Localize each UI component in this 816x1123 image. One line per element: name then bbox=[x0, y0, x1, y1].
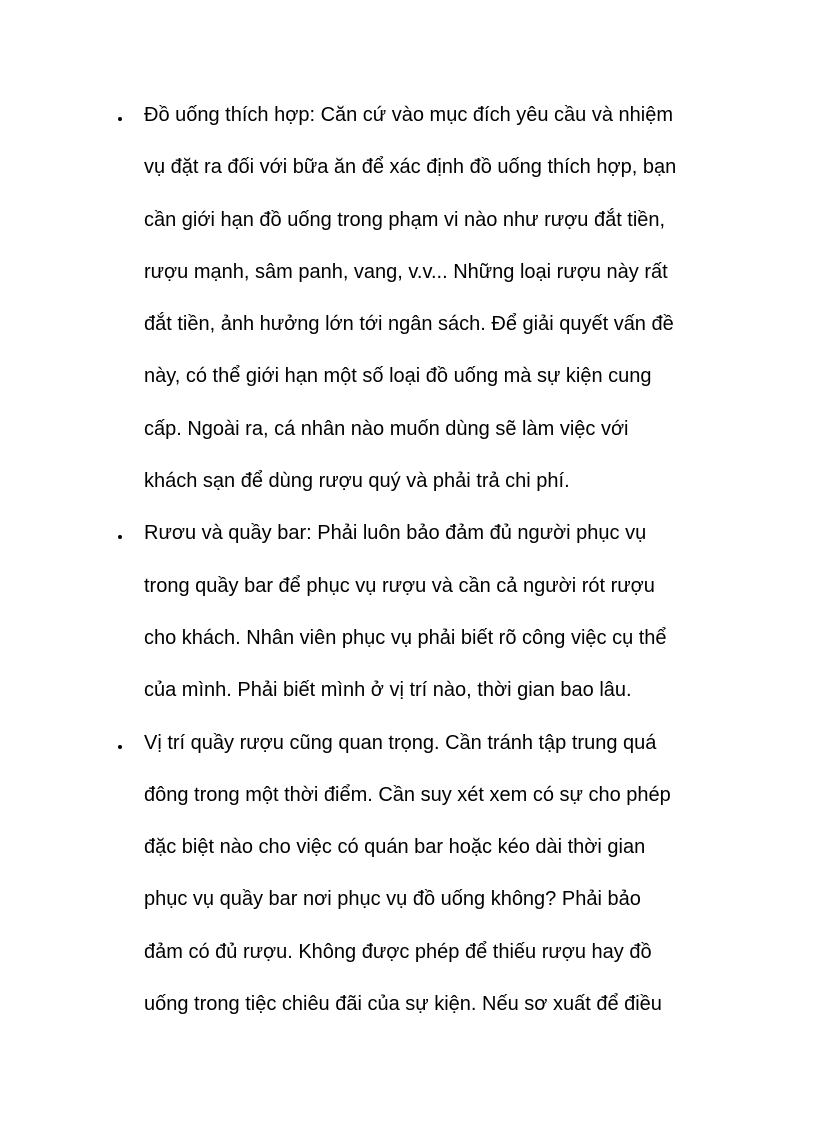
bullet-item-bar-location bbox=[116, 722, 736, 1036]
bullet-dot-icon bbox=[116, 512, 126, 564]
bullet-dot-icon bbox=[116, 94, 126, 146]
paragraph-line: Rươu và quầy bar: Phải luôn bảo đảm đủ người phục vụ bbox=[144, 522, 647, 545]
bullet-list bbox=[116, 94, 736, 1035]
paragraph-line: của mình. Phải biết mình ở vị trí nào, thời gian bao lâu. bbox=[144, 679, 632, 702]
paragraph-line: cho khách. Nhân viên phục vụ phải biết rõ công việc cụ thể bbox=[144, 626, 667, 649]
paragraph-line: khách sạn để dùng rượu quý và phải trả chi phí. bbox=[144, 470, 570, 493]
paragraph-line: uống trong tiệc chiêu đãi của sự kiện. Nếu sơ xuất để điều bbox=[144, 993, 662, 1016]
paragraph-line: đảm có đủ rượu. Không được phép để thiếu rượu hay đồ bbox=[144, 940, 652, 963]
paragraph-line: Vị trí quầy rượu cũng quan trọng. Cần tránh tập trung quá bbox=[144, 731, 657, 754]
paragraph-line: cần giới hạn đồ uống trong phạm vi nào như rượu đắt tiền, bbox=[144, 208, 666, 231]
bullet-item-bar-staff bbox=[116, 512, 736, 721]
bullet-dot-icon bbox=[116, 722, 126, 774]
paragraph-line: phục vụ quầy bar nơi phục vụ đồ uống không? Phải bảo bbox=[144, 888, 641, 911]
paragraph-line: đông trong một thời điểm. Cần suy xét xem có sự cho phép bbox=[144, 783, 671, 806]
bullet-item-beverages bbox=[116, 94, 736, 512]
paragraph-line: vụ đặt ra đối với bữa ăn để xác định đồ uống thích hợp, bạn bbox=[144, 156, 677, 179]
paragraph-line: đắt tiền, ảnh hưởng lớn tới ngân sách. Để giải quyết vấn đề bbox=[144, 313, 674, 336]
paragraph-line: đặc biệt nào cho việc có quán bar hoặc kéo dài thời gian bbox=[144, 836, 646, 859]
paragraph-line: Đồ uống thích hợp: Căn cứ vào mục đích yêu cầu và nhiệm bbox=[144, 104, 674, 126]
paragraph-line: trong quầy bar để phục vụ rượu và cần cả người rót rượu bbox=[144, 574, 655, 597]
paragraph-line: cấp. Ngoài ra, cá nhân nào muốn dùng sẽ làm việc với bbox=[144, 417, 629, 440]
paragraph-line: này, có thể giới hạn một số loại đồ uống mà sự kiện cung bbox=[144, 365, 652, 388]
paragraph-line: rượu mạnh, sâm panh, vang, v.v... Những loại rượu này rất bbox=[144, 260, 668, 283]
